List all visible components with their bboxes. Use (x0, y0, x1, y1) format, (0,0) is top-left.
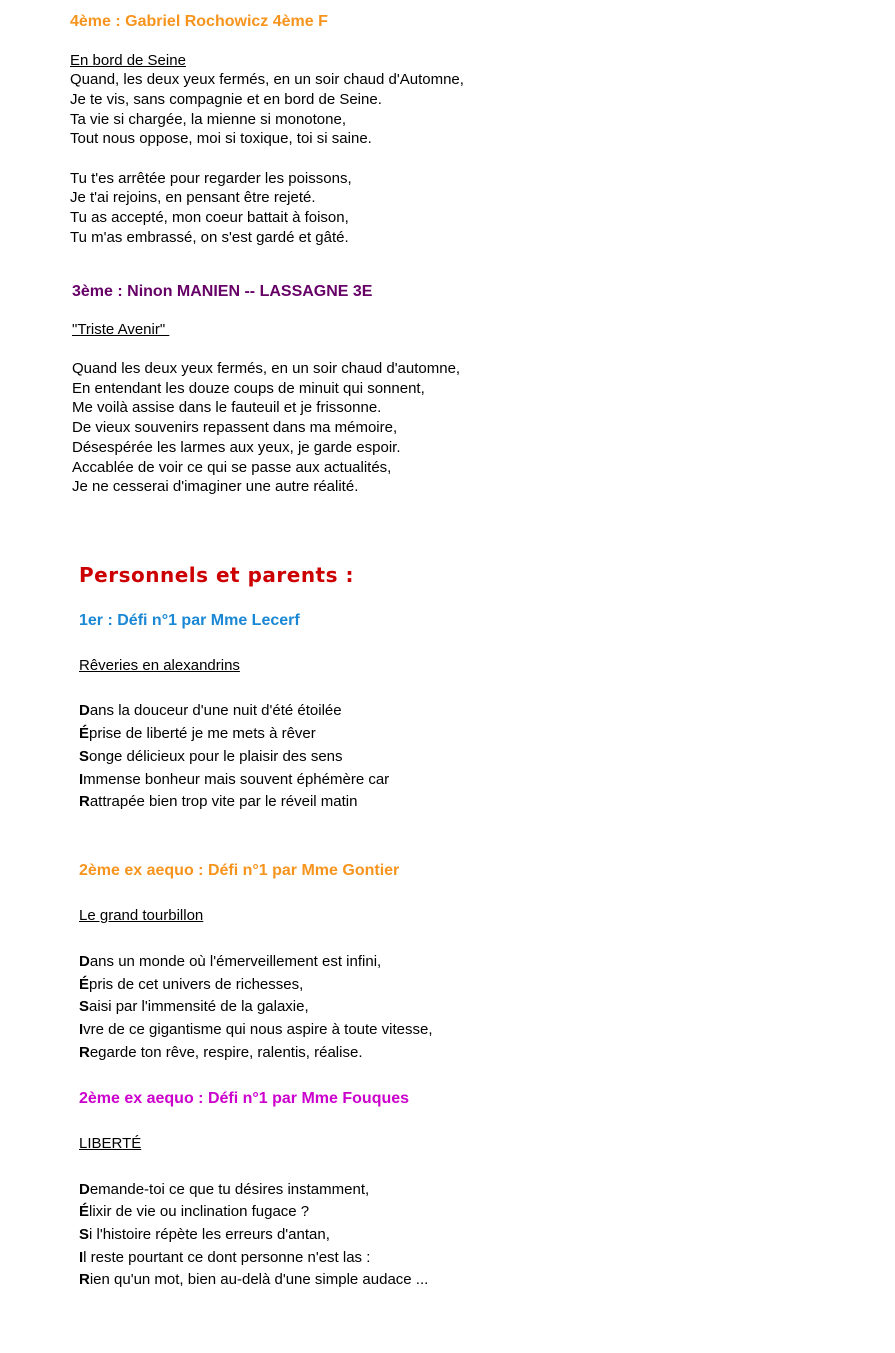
entry-heading: 1er : Défi n°1 par Mme Lecerf (79, 612, 300, 629)
acrostic-letter: D (79, 953, 90, 970)
acrostic-line: Éprise de liberté je me mets à rêver (79, 725, 316, 742)
entry-heading: 4ème : Gabriel Rochowicz 4ème F (70, 13, 328, 30)
acrostic-letter: R (79, 1271, 90, 1288)
acrostic-line: Il reste pourtant ce dont personne n'est las : (79, 1249, 371, 1266)
acrostic-line: Si l'histoire répète les erreurs d'antan, (79, 1226, 330, 1243)
acrostic-line: Épris de cet univers de richesses, (79, 976, 304, 993)
acrostic-letter: É (79, 1203, 90, 1220)
acrostic-letter: É (79, 725, 90, 742)
acrostic-letter: D (79, 702, 90, 719)
acrostic-letter: I (79, 1249, 84, 1266)
acrostic-line: Regarde ton rêve, respire, ralentis, réalise. (79, 1044, 363, 1061)
acrostic-line: Rattrapée bien trop vite par le réveil matin (79, 793, 358, 810)
poem-line: De vieux souvenirs repassent dans ma mémoire, (72, 419, 398, 436)
poem-line: Tu m'as embrassé, on s'est gardé et gâté. (70, 229, 349, 246)
acrostic-letter: É (79, 976, 90, 993)
acrostic-line: Rien qu'un mot, bien au-delà d'une simple audace ... (79, 1271, 429, 1288)
poem-title: Rêveries en alexandrins (79, 657, 240, 674)
poem-line: Je ne cesserai d'imaginer une autre réalité. (72, 478, 359, 495)
poem-line: Je t'ai rejoins, en pensant être rejeté. (70, 189, 316, 206)
acrostic-line: Songe délicieux pour le plaisir des sens (79, 748, 343, 765)
poem-line: Quand, les deux yeux fermés, en un soir chaud d'Automne, (70, 71, 464, 88)
entry-heading: 3ème : Ninon MANIEN -- LASSAGNE 3E (72, 283, 373, 300)
poem-line: Ta vie si chargée, la mienne si monotone, (70, 111, 346, 128)
poem-line: Tu as accepté, mon coeur battait à foison, (70, 209, 349, 226)
acrostic-line: Immense bonheur mais souvent éphémère car (79, 771, 390, 788)
acrostic-line: Dans un monde où l'émerveillement est infini, (79, 953, 382, 970)
entry-heading: 2ème ex aequo : Défi n°1 par Mme Fouques (79, 1090, 410, 1107)
acrostic-letter: S (79, 748, 90, 765)
poem-title: En bord de Seine (70, 52, 186, 69)
acrostic-line: Dans la douceur d'une nuit d'été étoilée (79, 702, 342, 719)
acrostic-line: Demande-toi ce que tu désires instamment, (79, 1181, 370, 1198)
poem-title: "Triste Avenir" (72, 321, 170, 338)
section-title: Personnels et parents : (79, 563, 354, 587)
acrostic-letter: S (79, 1226, 90, 1243)
poem-line: Désespérée les larmes aux yeux, je garde espoir. (72, 439, 401, 456)
acrostic-letter: S (79, 998, 90, 1015)
acrostic-line: Saisi par l'immensité de la galaxie, (79, 998, 309, 1015)
acrostic-line: Élixir de vie ou inclination fugace ? (79, 1203, 310, 1220)
acrostic-letter: R (79, 793, 90, 810)
poem-line: Je te vis, sans compagnie et en bord de Seine. (70, 91, 382, 108)
poem-title: LIBERTÉ (79, 1135, 142, 1152)
poem-line: Me voilà assise dans le fauteuil et je frissonne. (72, 399, 382, 416)
acrostic-letter: D (79, 1181, 90, 1198)
poem-line: Accablée de voir ce qui se passe aux actualités, (72, 459, 392, 476)
entry-heading: 2ème ex aequo : Défi n°1 par Mme Gontier (79, 862, 400, 879)
acrostic-letter: I (79, 771, 84, 788)
poem-line: En entendant les douze coups de minuit qui sonnent, (72, 380, 425, 397)
acrostic-line: Ivre de ce gigantisme qui nous aspire à toute vitesse, (79, 1021, 433, 1038)
poem-line: Quand les deux yeux fermés, en un soir chaud d'automne, (72, 360, 461, 377)
poem-title: Le grand tourbillon (79, 907, 204, 924)
poem-line: Tout nous oppose, moi si toxique, toi si saine. (70, 130, 372, 147)
acrostic-letter: I (79, 1021, 84, 1038)
poem-line: Tu t'es arrêtée pour regarder les poissons, (70, 170, 352, 187)
acrostic-letter: R (79, 1044, 90, 1061)
